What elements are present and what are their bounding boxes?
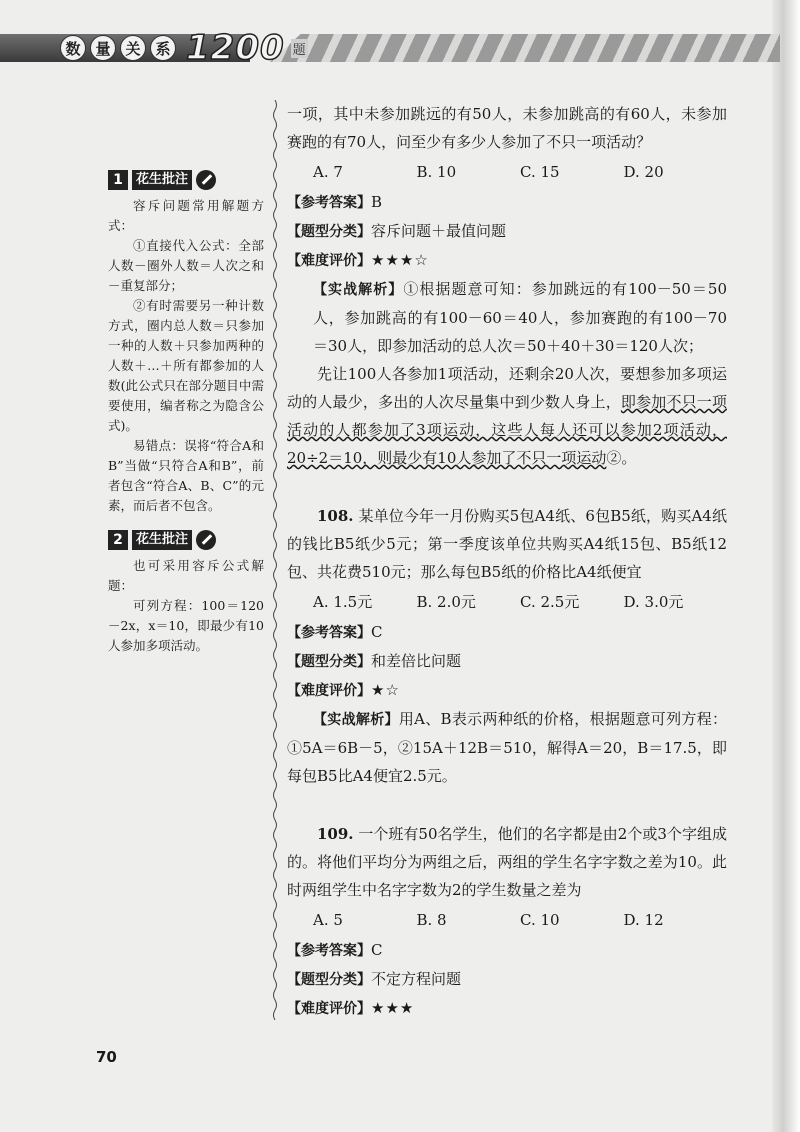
option-d: D. 12 [623,911,664,929]
note-1-heading [108,170,264,190]
header-char: 系 [150,35,176,61]
note-1-number: 1 [108,170,128,190]
note-2-intro: 也可采用容斥公式解题： [108,558,264,593]
rating-line [287,246,727,275]
option-a: A. 1.5元 [313,593,373,611]
analysis-tail: ②。 [606,449,637,467]
analysis-label: 【实战解析】 [313,712,399,728]
page-edge [772,0,800,1132]
type-label: 【题型分类】 [287,972,371,988]
type-label: 【题型分类】 [287,224,371,240]
rating-label: 【难度评价】 [287,1001,371,1017]
main-content [287,100,727,1023]
analysis-line [313,275,727,360]
question-107-options [313,158,727,186]
answer-line [287,936,727,965]
rating-label: 【难度评价】 [287,253,371,269]
answer-value: C [371,941,383,959]
pen-icon [196,530,216,550]
header-title [60,28,308,68]
header-banner [0,26,800,70]
note-1-title: 花生批注 [132,170,192,190]
note-2-title: 花生批注 [132,530,192,550]
header-char: 数 [60,35,86,61]
type-line [287,965,727,994]
type-value: 容斥问题＋最值问题 [371,222,507,240]
note-1-item-3: 易错点：误将“符合A和B”当做“只符合A和B”，前者包含“符合A、B、C”的元素，而后者不包含。 [108,438,264,513]
rating-stars: ★★★☆ [371,251,429,269]
question-108-number: 108. [317,507,354,525]
pen-icon [196,170,216,190]
answer-label: 【参考答案】 [287,195,371,211]
rating-line [287,676,727,705]
option-a: A. 5 [313,911,343,929]
note-1-intro: 容斥问题常用解题方式： [108,198,264,233]
analysis-plain: 先让100人各参加1项活动，还剩余20人次，要想参加多项运动的人最少，多出的人次尽量集中到少数人身上， [287,365,727,411]
option-c: C. 2.5元 [520,593,580,611]
rating-stars: ★★★ [371,999,415,1017]
note-1-item-2: ②有时需要另一种计数方式，圈内总人数＝只参加一种的人数＋只参加两种的人数＋…＋所有都参加的人数(此公式只在部分题目中需要使用，编者称之为隐含公式)。 [108,298,264,433]
question-109-number: 109. [317,825,354,843]
answer-value: C [371,623,383,641]
question-108 [287,502,727,790]
option-b: B. 8 [416,911,447,929]
header-char: 量 [90,35,116,61]
question-108-body: 某单位今年一月份购买5包A4纸、6包B5纸，购买A4纸的钱比B5纸少5元；第一季度该单位共购买A4纸15包、B5纸12包、共花费510元；那么每包B5纸的价格比A4纸便宜 [287,507,727,581]
type-value: 不定方程问题 [371,970,462,988]
header-suffix: 题 [291,39,308,58]
answer-value: B [371,193,383,211]
wavy-divider [272,100,278,1020]
question-109-body: 一个班有50名学生，他们的名字都是由2个或3个字组成的。将他们平均分为两组之后，两组的学生名字字数之差为10。此时两组学生中名字字数为2的学生数量之差为 [287,825,727,899]
rating-line [287,994,727,1023]
header-number: 1200 [186,28,285,68]
answer-line [287,618,727,647]
question-109-options [313,906,727,934]
question-108-options [313,588,727,616]
analysis-underlined: 即参加不只一项活动的人都参加了3项运动，这些人每人还可以参加2项活动，20÷2＝10，则最少有10人参加了不只一项运动 [287,393,727,467]
question-107-text: 一项，其中未参加跳远的有50人，未参加跳高的有60人，未参加赛跑的有70人，问至少有多少人参加了不只一项活动？ [287,105,727,151]
question-107 [287,100,727,472]
question-108-text [287,502,727,586]
analysis-paragraph-2 [287,360,727,472]
option-c: C. 10 [520,911,560,929]
rating-label: 【难度评价】 [287,683,371,699]
type-label: 【题型分类】 [287,654,371,670]
option-c: C. 15 [520,163,560,181]
answer-label: 【参考答案】 [287,625,371,641]
analysis-text: ①根据题意可知：参加跳远的有100－50＝50人，参加跳高的有100－60＝40人，参加赛跑的有100－70＝30人，即参加活动的总人次＝50＋40＋30＝120人次； [313,280,727,355]
analysis-line [287,705,727,790]
note-1 [108,170,264,516]
type-line [287,647,727,676]
note-2-heading [108,530,264,550]
type-value: 和差倍比问题 [371,652,462,670]
option-b: B. 10 [416,163,457,181]
analysis-label: 【实战解析】 [313,282,404,298]
answer-line [287,188,727,217]
option-d: D. 20 [623,163,664,181]
question-109 [287,820,727,1023]
note-2 [108,530,264,656]
analysis-text: 用A、B表示两种纸的价格，根据题意可列方程：①5A＝6B－5，②15A＋12B＝510，解得A＝20，B＝17.5，即每包B5比A4便宜2.5元。 [287,710,728,785]
header-char: 关 [120,35,146,61]
note-2-number: 2 [108,530,128,550]
rating-stars: ★☆ [371,681,400,699]
answer-label: 【参考答案】 [287,943,371,959]
option-a: A. 7 [313,163,343,181]
type-line [287,217,727,246]
option-b: B. 2.0元 [416,593,476,611]
note-1-item-1: ①直接代入公式：全部人数－圈外人数＝人次之和－重复部分； [108,238,264,293]
header-stripes [270,34,780,62]
question-109-text [287,820,727,904]
page-number: 70 [96,1048,117,1066]
note-2-body: 可列方程：100＝120－2x，x＝10，即最少有10人参加多项活动。 [108,598,264,653]
sidebar-notes [108,170,264,656]
option-d: D. 3.0元 [623,593,684,611]
